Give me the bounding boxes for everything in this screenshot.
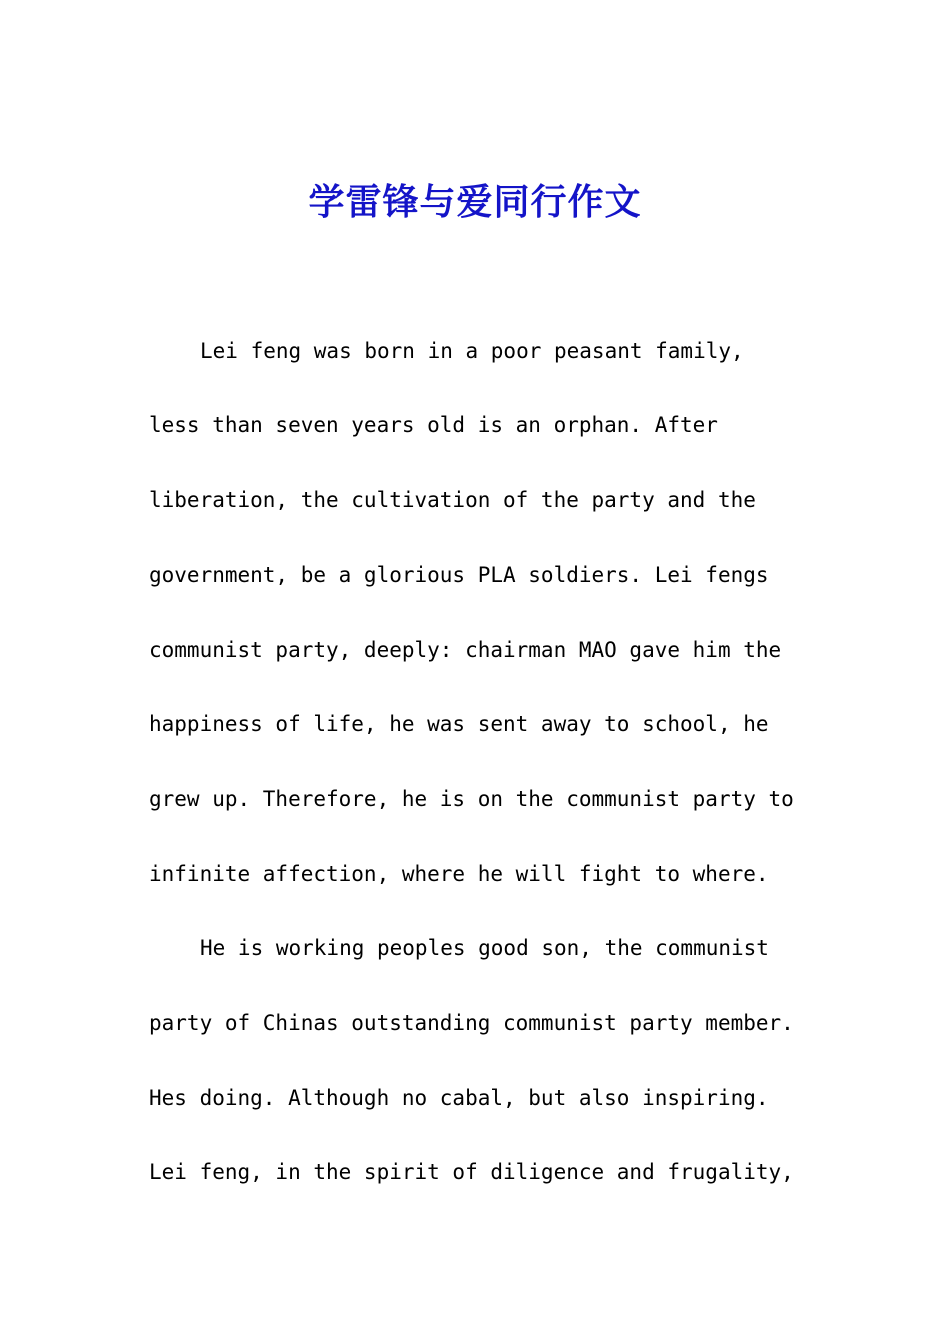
paragraph-line: grew up. Therefore, he is on the communist party to (149, 787, 794, 811)
paragraph-line: less than seven years old is an orphan. After (149, 413, 718, 437)
paragraph-line: Lei feng was born in a poor peasant family, (200, 339, 744, 363)
paragraph-line: Lei feng, in the spirit of diligence and frugality, (149, 1160, 794, 1184)
paragraph-line: government, be a glorious PLA soldiers. Lei fengs (149, 563, 769, 587)
paragraph-line: liberation, the cultivation of the party and the (149, 488, 756, 512)
paragraph-line: Hes doing. Although no cabal, but also inspiring. (149, 1086, 769, 1110)
paragraph-line: happiness of life, he was sent away to school, he (149, 712, 769, 736)
document-title: 学雷锋与爱同行作文 (308, 181, 642, 223)
paragraph-line: party of Chinas outstanding communist party member. (149, 1011, 794, 1035)
paragraph-line: He is working peoples good son, the communist (200, 936, 769, 960)
paragraph-line: communist party, deeply: chairman MAO gave him the (149, 638, 782, 662)
paragraph-line: infinite affection, where he will fight to where. (149, 862, 769, 886)
